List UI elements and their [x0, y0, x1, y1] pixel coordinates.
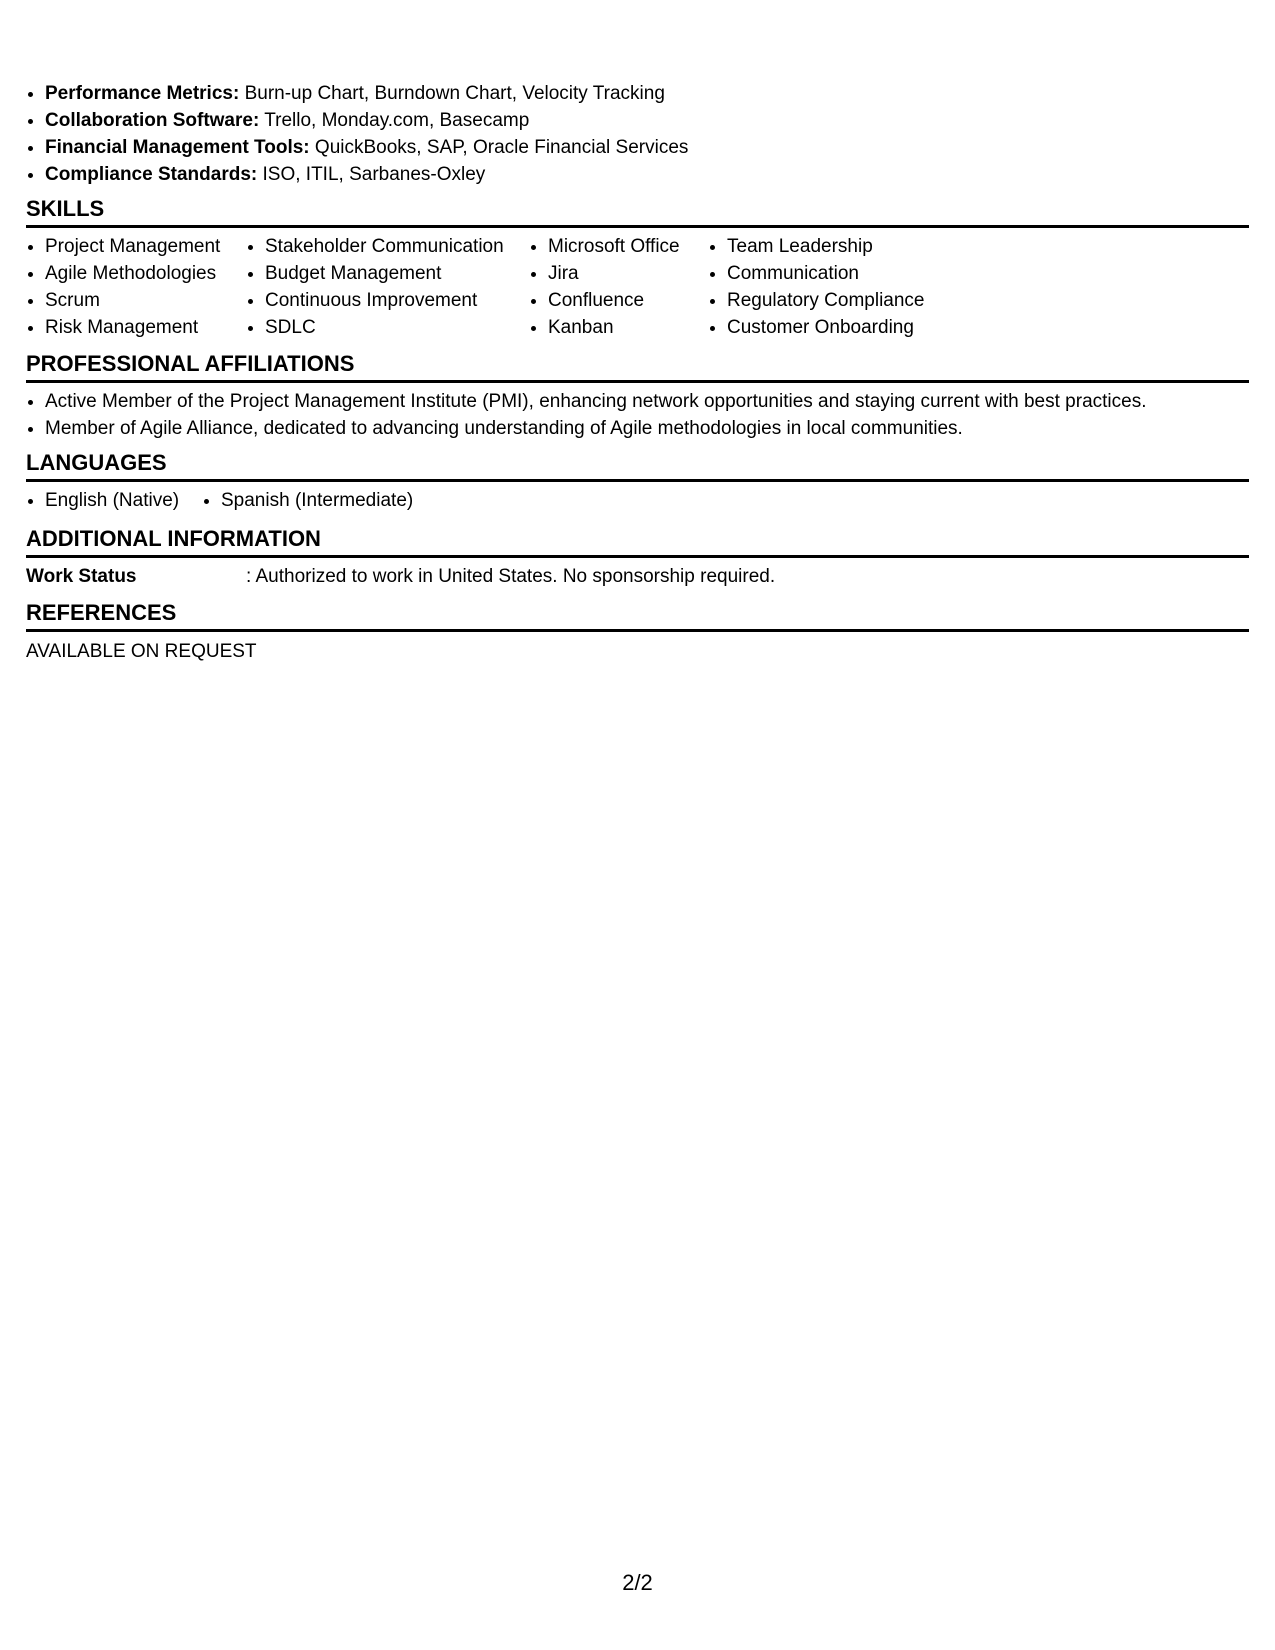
affiliations-heading: PROFESSIONAL AFFILIATIONS	[26, 351, 1249, 383]
references-text: AVAILABLE ON REQUEST	[26, 641, 257, 662]
skill-item: • Regulatory Compliance	[727, 287, 987, 314]
skill-item: • Customer Onboarding	[727, 314, 987, 341]
skills-column	[529, 233, 708, 341]
work-status-label: Work Status	[26, 566, 137, 587]
language-item: • Spanish (Intermediate)	[221, 487, 413, 514]
page-number: 2/2	[622, 1570, 653, 1595]
skill-item: • Team Leadership	[727, 233, 987, 260]
skill-item: • Agile Methodologies	[45, 260, 246, 287]
work-status-row	[26, 563, 1249, 590]
affiliation-item: • Member of Agile Alliance, dedicated to advancing understanding of Agile methodologies in local communities.	[45, 415, 1249, 442]
skill-item: • SDLC	[265, 314, 529, 341]
skills-grid	[26, 233, 1249, 341]
skills-column	[26, 233, 246, 341]
list-item	[45, 161, 1249, 188]
skill-item: • Scrum	[45, 287, 246, 314]
skill-item: • Kanban	[548, 314, 708, 341]
work-status-value: : Authorized to work in United States. No sponsorship required.	[246, 566, 776, 587]
tool-label: Compliance Standards:	[45, 164, 258, 185]
language-item: • English (Native)	[45, 487, 202, 514]
skill-item: • Jira	[548, 260, 708, 287]
skill-item: • Communication	[727, 260, 987, 287]
tool-value: Burn-up Chart, Burndown Chart, Velocity Tracking	[244, 83, 665, 104]
tools-list	[26, 80, 1249, 188]
skills-column	[708, 233, 987, 341]
affiliation-item: • Active Member of the Project Management Institute (PMI), enhancing network opportunities and staying current with best practices.	[45, 388, 1249, 415]
skills-heading: SKILLS	[26, 196, 1249, 228]
list-item	[45, 80, 1249, 107]
tool-value: ISO, ITIL, Sarbanes-Oxley	[262, 164, 486, 185]
skill-item: • Microsoft Office	[548, 233, 708, 260]
resume-page	[26, 80, 1249, 665]
skill-item: • Budget Management	[265, 260, 529, 287]
skill-item: • Stakeholder Communication	[265, 233, 529, 260]
skill-item: • Continuous Improvement	[265, 287, 529, 314]
additional-info-heading: ADDITIONAL INFORMATION	[26, 526, 1249, 558]
references-heading: REFERENCES	[26, 600, 1249, 632]
tool-value: Trello, Monday.com, Basecamp	[264, 110, 530, 131]
skill-item: • Risk Management	[45, 314, 246, 341]
affiliations-list	[26, 388, 1249, 442]
language-column	[202, 487, 413, 514]
tool-label: Performance Metrics:	[45, 83, 240, 104]
skill-item: • Project Management	[45, 233, 246, 260]
tool-label: Collaboration Software:	[45, 110, 260, 131]
skills-column	[246, 233, 529, 341]
language-column	[26, 487, 202, 514]
skill-item: • Confluence	[548, 287, 708, 314]
tool-value: QuickBooks, SAP, Oracle Financial Services	[314, 137, 689, 158]
list-item	[45, 134, 1249, 161]
tool-label: Financial Management Tools:	[45, 137, 310, 158]
languages-list	[26, 487, 1249, 514]
languages-heading: LANGUAGES	[26, 450, 1249, 482]
list-item	[45, 107, 1249, 134]
